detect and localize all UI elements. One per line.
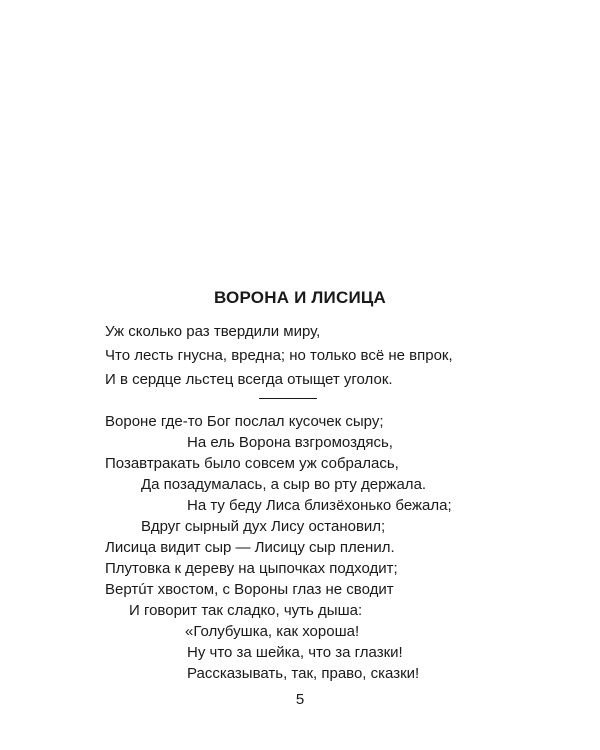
section-divider — [259, 398, 317, 399]
poem-line: Вертúт хвостом, с Вороны глаз не сводит — [105, 581, 394, 598]
poem-line: «Голубушка, как хороша! — [185, 623, 360, 640]
poem-line: И в сердце льстец всегда отыщет уголок. — [105, 371, 393, 388]
poem-line: Плутовка к дереву на цыпочках подходит; — [105, 560, 398, 577]
poem-line: Ну что за шейка, что за глазки! — [187, 644, 403, 661]
poem-title: ВОРОНА И ЛИСИЦА — [214, 288, 386, 307]
poem-line: И говорит так сладко, чуть дыша: — [129, 602, 363, 619]
poem-line: На ту беду Лиса близёхонько бежала; — [187, 497, 452, 514]
poem-line: Да позадумалась, а сыр во рту держала. — [141, 476, 427, 493]
poem-line: Что лесть гнусна, вредна; но только всё не впрок, — [105, 347, 453, 364]
poem-line: Уж сколько раз твердили миру, — [105, 323, 321, 340]
poem-line: На ель Ворона взгромоздясь, — [187, 434, 393, 451]
poem-line: Позавтракать было совсем уж собралась, — [105, 455, 399, 472]
poem-line: Вороне где-то Бог послал кусочек сыру; — [105, 413, 384, 430]
poem-line: Лисица видит сыр — Лисицу сыр пленил. — [105, 539, 395, 556]
page-number: 5 — [295, 691, 305, 708]
poem-line: Рассказывать, так, право, сказки! — [187, 665, 420, 682]
poem-line: Вдруг сырный дух Лису остановил; — [141, 518, 386, 535]
